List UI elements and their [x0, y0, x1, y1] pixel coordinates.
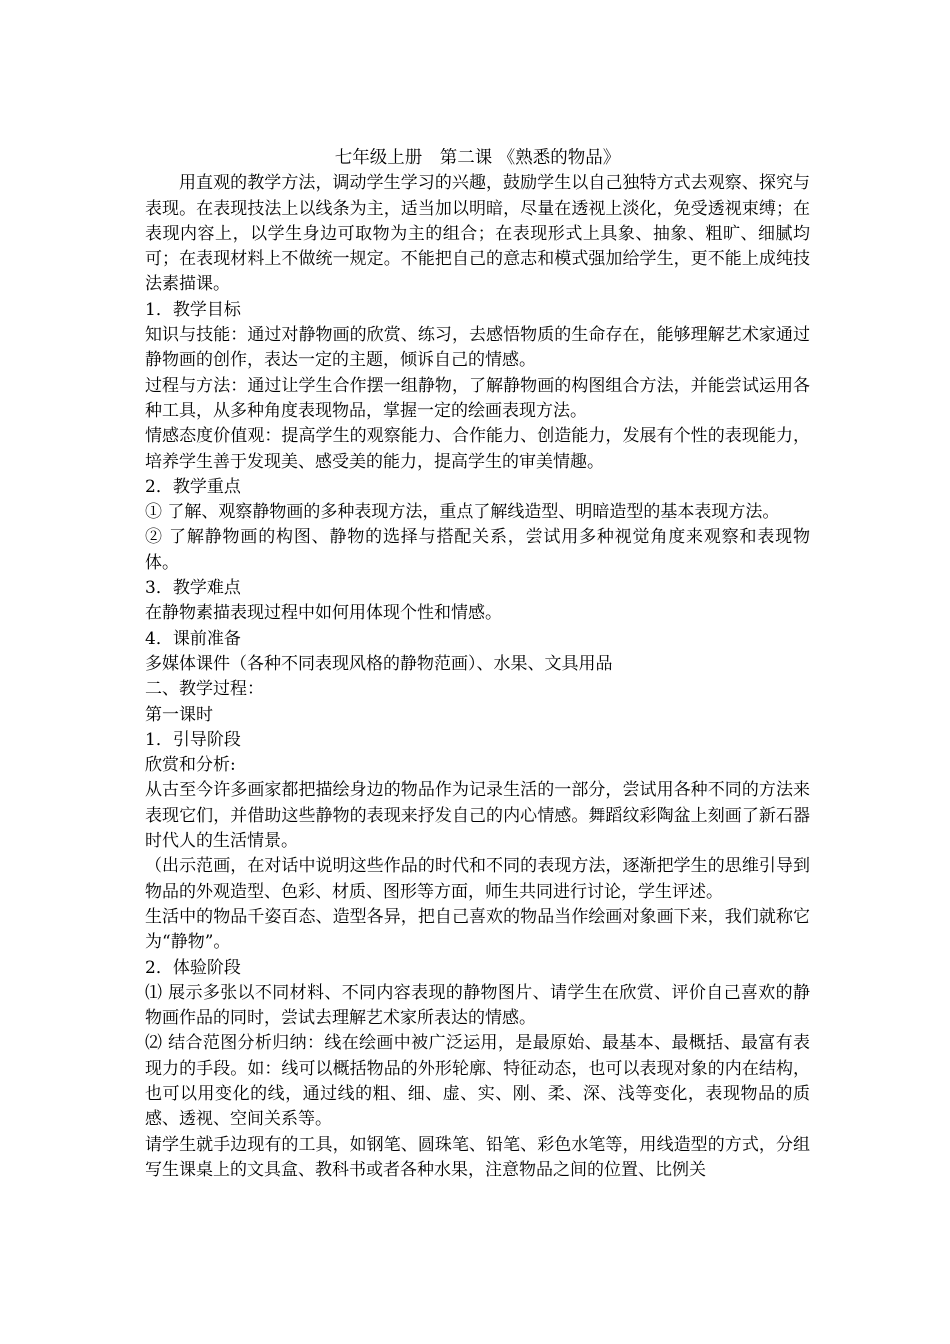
paragraph-emotion-values: 情感态度价值观：提高学生的观察能力、合作能力、创造能力，发展有个性的表现能力，培养学生善于发现美、感受美的能力，提高学生的审美情趣。 — [145, 426, 810, 472]
paragraph-preparation: 多媒体课件（各种不同表现风格的静物范画）、水果、文具用品 — [145, 653, 613, 674]
document-title: 七年级上册 第二课 《熟悉的物品》 — [334, 148, 621, 168]
paragraph-difficulty: 在静物素描表现过程中如何用体现个性和情感。 — [145, 603, 502, 624]
section-heading-guidance: 1．引导阶段 — [145, 729, 241, 750]
section-heading-preparation: 4．课前准备 — [145, 628, 241, 649]
section-heading-process: 二、教学过程： — [145, 679, 264, 700]
section-heading-objectives: 1．教学目标 — [145, 299, 241, 320]
paragraph-process-methods: 过程与方法：通过让学生合作摆一组静物，了解静物画的构图组合方法，并能尝试运用各种工具，从多种角度表现物品，掌握一定的绘画表现方法。 — [145, 375, 810, 421]
paragraph-history: 从古至今许多画家都把描绘身边的物品作为记录生活的一部分，尝试用各种不同的方法来表现它们，并借助这些静物的表现来抒发自己的内心情感。舞蹈纹彩陶盆上刻画了新石器时代人的生活情景。 — [145, 780, 810, 852]
section-heading-key-points: 2．教学重点 — [145, 476, 241, 497]
paragraph-key-point-1: ① 了解、观察静物画的多种表现方法，重点了解线造型、明暗造型的基本表现方法。 — [145, 502, 780, 523]
paragraph-experience-2: ⑵ 结合范图分析归纳：线在绘画中被广泛运用，是最原始、最基本、最概括、最富有表现力的手段。如：线可以概括物品的外形轮廓、特征动态，也可以表现对象的内在结构，也可以用变化的线，通过线的粗、细、虚、实、刚、柔、深、浅等变化，表现物品的质感、透视、空间关系等。 — [145, 1033, 810, 1130]
paragraph-experience-1: ⑴ 展示多张以不同材料、不同内容表现的静物图片、请学生在欣赏、评价自己喜欢的静物画作品的同时，尝试去理解艺术家所表达的情感。 — [145, 982, 810, 1029]
intro-paragraph: 用直观的教学方法，调动学生学习的兴趣，鼓励学生以自己独特方式去观察、探究与表现。在表现技法上以线条为主，适当加以明暗，尽量在透视上淡化，免受透视束缚；在表现内容上，以学生身边可取物为主的组合；在表现形式上具象、抽象、粗旷、细腻均可；在表现材料上不做统一规定。不能把自己的意志和模式强加给学生，更不能上成纯技法素描课。 — [145, 173, 810, 295]
paragraph-show-examples: （出示范画，在对话中说明这些作品的时代和不同的表现方法，逐渐把学生的思维引导到物品的外观造型、色彩、材质、图形等方面，师生共同进行讨论，学生评述。 — [145, 856, 810, 902]
paragraph-knowledge-skills: 知识与技能：通过对静物画的欣赏、练习，去感悟物质的生命存在，能够理解艺术家通过静物画的创作，表达一定的主题，倾诉自己的情感。 — [145, 325, 810, 371]
document-page — [145, 146, 810, 1183]
section-heading-experience: 2．体验阶段 — [145, 957, 241, 978]
paragraph-first-lesson: 第一课时 — [145, 704, 213, 725]
paragraph-key-point-2: ② 了解静物画的构图、静物的选择与搭配关系，尝试用多种视觉角度来观察和表现物体。 — [145, 527, 810, 573]
paragraph-appreciation-label: 欣赏和分析: — [145, 755, 236, 776]
paragraph-still-life-definition: 生活中的物品千姿百态、造型各异，把自己喜欢的物品当作绘画对象画下来，我们就称它为“静物”。 — [145, 906, 810, 953]
section-heading-difficulties: 3．教学难点 — [145, 578, 241, 599]
paragraph-sketch-task: 请学生就手边现有的工具，如钢笔、圆珠笔、铅笔、彩色水笔等，用线造型的方式，分组写生课桌上的文具盒、教科书或者各种水果，注意物品之间的位置、比例关 — [145, 1134, 810, 1180]
